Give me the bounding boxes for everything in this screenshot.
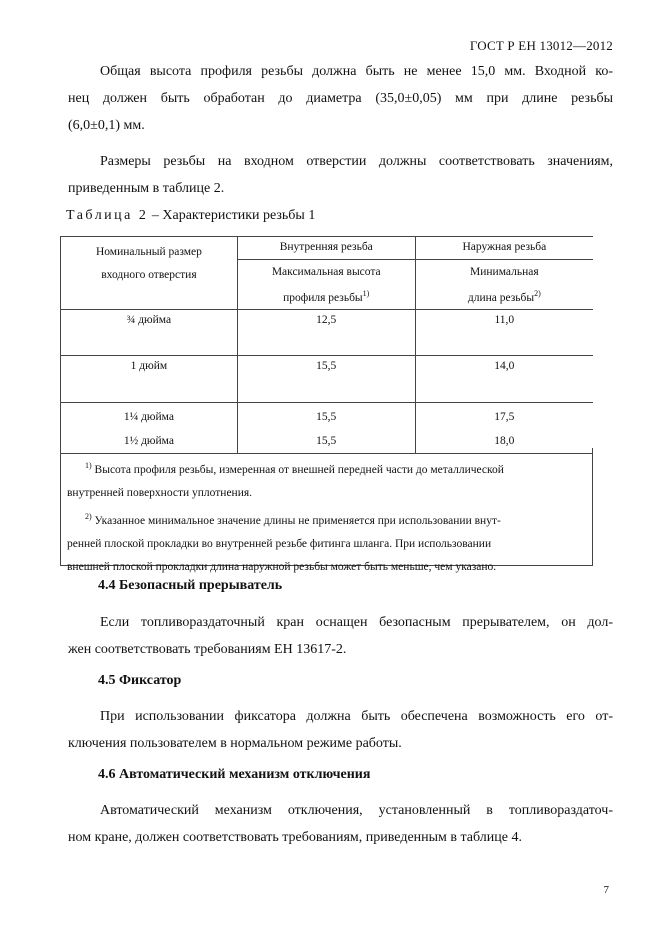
text-line: При использовании фиксатора должна быть обеспечена возможность его от- <box>100 709 613 724</box>
table-subheader-min-length <box>415 260 593 310</box>
text-line: ном кране, должен соответствовать требованиям, приведенным в таблице 4. <box>68 830 522 845</box>
table-subheader-max-height <box>237 260 415 310</box>
cell-size: ¾ дюйма <box>61 309 238 355</box>
cell-size <box>61 402 238 453</box>
table-header-row <box>61 237 594 260</box>
paragraph-latch <box>68 703 613 757</box>
table-header-external-thread: Наружная резьба <box>415 237 593 260</box>
table-row <box>61 355 594 402</box>
section-heading-4-5: 4.5 Фиксатор <box>98 673 182 688</box>
cell-max-height-value: 15,5 <box>316 410 337 423</box>
table-caption <box>66 208 315 224</box>
cell-size-value: 1½ дюйма <box>123 434 174 447</box>
table-header-internal-thread: Внутренняя резьба <box>237 237 415 260</box>
text-line: ключения пользователем в нормальном режиме работы. <box>68 736 402 751</box>
table-caption-label: Таблица 2 <box>66 208 149 223</box>
footnote-2-cont: внешней плоской прокладки длина наружной резьбы может быть меньше, чем указано. <box>67 560 497 573</box>
table-row <box>61 402 594 453</box>
paragraph-auto-shutoff <box>68 797 613 851</box>
table-header-nominal-size <box>61 237 238 310</box>
table-caption-title: – Характеристики резьбы 1 <box>148 208 316 223</box>
paragraph-thread-height <box>68 58 613 139</box>
cell-max-height: 12,5 <box>237 309 415 355</box>
text-line: Общая высота профиля резьбы должна быть не менее 15,0 мм. Входной ко- <box>100 64 613 79</box>
cell-max-height: 15,5 <box>237 355 415 402</box>
section-heading-4-4: 4.4 Безопасный прерыватель <box>98 578 283 593</box>
cell-min-length: 11,0 <box>415 309 593 355</box>
paragraph-inlet-thread <box>68 148 613 202</box>
section-heading-4-6: 4.6 Автоматический механизм отключения <box>98 767 371 782</box>
header-text: входного отверстия <box>101 269 197 281</box>
footnote-mark: 1) <box>85 461 92 470</box>
subheader-text: профиля резьбы$^{1)}$ <box>283 289 370 304</box>
page-number: 7 <box>603 884 609 896</box>
footnote-2-cont: ренней плоской прокладки во внутренней резьбе фитинга шланга. При использовании <box>67 537 492 550</box>
text-line: (6,0±0,1) мм. <box>68 118 145 133</box>
footnote-ref: 1) <box>362 289 370 298</box>
text-line: Размеры резьбы на входном отверстии должны соответствовать значениям, <box>100 154 613 169</box>
footnote-ref: 2) <box>534 289 541 298</box>
text-line: нец должен быть обработан до диаметра (35,0±0,05) мм при длине резьбы <box>68 91 613 106</box>
subheader-text: длина резьбы$^{2)}$ <box>467 289 541 304</box>
header-text: Номинальный размер <box>95 246 202 258</box>
subheader-text: Максимальная высота <box>271 266 381 278</box>
cell-size-value: 1¼ дюйма <box>123 410 174 423</box>
cell-max-height <box>237 402 415 453</box>
text-line: приведенным в таблице 2. <box>68 181 225 196</box>
text-line: Если топливораздаточный кран оснащен безопасным прерывателем, он дол- <box>100 615 613 630</box>
cell-min-length-value: 17,5 <box>494 410 515 423</box>
cell-min-length-value: 18,0 <box>494 434 515 447</box>
footnote-1: $^{1)}$ Высота профиля резьбы, измеренная от внешней передней части до металлической <box>85 461 504 476</box>
paragraph-safety-breakaway <box>68 609 613 663</box>
text-line: жен соответствовать требованиям ЕН 13617-2. <box>68 642 347 657</box>
table-row <box>61 309 594 355</box>
cell-min-length <box>415 402 593 453</box>
table-footnotes <box>60 448 593 573</box>
footnote-mark: 2) <box>85 511 92 521</box>
cell-max-height-value: 15,5 <box>316 434 337 447</box>
footnote-1-cont: внутренней поверхности уплотнения. <box>67 486 253 499</box>
document-header: ГОСТ Р ЕН 13012—2012 <box>469 38 613 53</box>
subheader-text: Минимальная <box>470 266 539 278</box>
cell-size: 1 дюйм <box>61 355 238 402</box>
text-line: Автоматический механизм отключения, установленный в топливораздаточ- <box>100 803 613 818</box>
footnote-2: $^{2)}$ Указанное минимальное значение длины не применяется при использовании внут- <box>85 511 501 527</box>
thread-characteristics-table <box>60 236 593 454</box>
cell-min-length: 14,0 <box>415 355 593 402</box>
